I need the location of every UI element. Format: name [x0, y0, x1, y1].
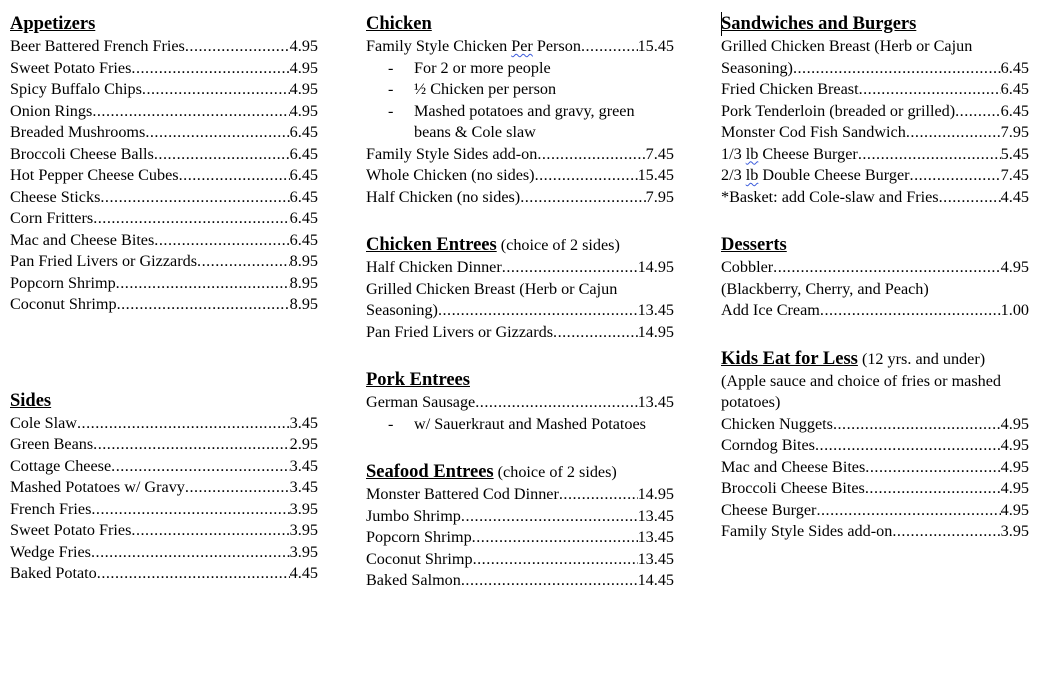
item-price: 6.45 — [289, 209, 318, 227]
seafood-entrees-section — [366, 460, 674, 592]
menu-item — [721, 187, 1029, 209]
leader-dots — [117, 294, 290, 316]
menu-item — [10, 79, 318, 101]
leader-dots — [97, 563, 290, 585]
item-price: 14.45 — [637, 571, 674, 589]
chicken-entrees-section — [366, 233, 674, 343]
item-name: Family Style Sides add-on — [366, 144, 538, 163]
item-name: Sweet Potato Fries — [10, 58, 132, 77]
item-price: 4.95 — [1000, 500, 1029, 519]
sandwiches-heading: Sandwiches and Burgers — [721, 14, 917, 34]
bullet-item: - ½ Chicken per person — [388, 80, 557, 98]
menu-item — [10, 144, 318, 166]
item-name-line: Grilled Chicken Breast (Herb or Cajun — [366, 279, 618, 298]
item-name: Pan Fried Livers or Gizzards — [366, 322, 554, 341]
item-price: 4.95 — [1000, 479, 1029, 497]
leader-dots — [581, 36, 638, 58]
item-name: Coconut Shrimp — [10, 295, 117, 313]
menu-item — [10, 434, 318, 456]
menu-item — [721, 165, 1029, 187]
item-name: Cheese Sticks — [10, 187, 101, 206]
item-name: Corndog Bites — [721, 436, 815, 454]
seafood-entrees-heading: Seafood Entrees (choice of 2 sides) — [366, 462, 617, 482]
item-price: 4.95 — [1000, 258, 1029, 276]
item-price: 4.45 — [1000, 187, 1029, 206]
item-name: Add Ice Cream — [721, 301, 820, 319]
item-name: Wedge Fries — [10, 542, 91, 561]
item-name: Green Beans — [10, 435, 94, 453]
leader-dots — [773, 257, 1001, 279]
item-price: 13.45 — [637, 528, 674, 546]
item-price: 6.45 — [1000, 58, 1029, 77]
menu-item — [366, 549, 674, 571]
item-price: 6.45 — [1000, 101, 1029, 120]
menu-item — [366, 165, 674, 187]
leader-dots — [93, 208, 289, 230]
item-price: 8.95 — [289, 273, 318, 292]
pork-entrees-heading: Pork Entrees — [366, 370, 470, 390]
item-name: Family Style Sides add-on — [721, 522, 893, 540]
item-name: Monster Cod Fish Sandwich — [721, 123, 906, 141]
menu-item — [366, 570, 674, 592]
chicken-heading: Chicken — [366, 14, 432, 34]
item-price: 4.95 — [289, 101, 318, 120]
sides-list — [10, 413, 318, 585]
item-price: 3.95 — [1000, 522, 1029, 540]
item-name: Mac and Cheese Bites — [721, 457, 866, 476]
menu-item — [10, 520, 318, 542]
menu-item — [10, 58, 318, 80]
leader-dots — [111, 456, 290, 478]
menu-item — [366, 322, 674, 344]
item-name: Fried Chicken Breast — [721, 80, 859, 98]
item-name: French Fries — [10, 499, 92, 518]
heading-note: (choice of 2 sides) — [496, 236, 620, 254]
menu-item — [10, 273, 318, 295]
item-price: 5.45 — [1000, 144, 1029, 163]
leader-dots — [537, 144, 645, 166]
item-name: Spicy Buffalo Chips — [10, 80, 142, 98]
item-name: Sweet Potato Fries — [10, 521, 132, 539]
leader-dots — [865, 457, 1000, 479]
leader-dots — [77, 413, 290, 435]
menu-item — [10, 294, 318, 316]
item-name: *Basket: add Cole-slaw and Fries — [721, 187, 939, 206]
item-name: Half Chicken Dinner — [366, 258, 502, 276]
menu-item — [10, 499, 318, 521]
item-price: 3.95 — [289, 521, 318, 539]
menu-item — [721, 144, 1029, 166]
leader-dots — [116, 273, 290, 295]
heading-note: (12 yrs. and under) — [857, 349, 986, 368]
item-price: 14.95 — [637, 322, 674, 341]
sandwiches-list — [721, 79, 1029, 144]
item-name: Whole Chicken (no sides) — [366, 166, 535, 184]
leader-dots — [815, 435, 1001, 457]
leader-dots — [461, 570, 638, 592]
item-price: 4.95 — [1000, 457, 1029, 476]
item-name: Hot Pepper Cheese Cubes — [10, 166, 179, 184]
menu-item — [721, 500, 1029, 522]
leader-dots — [145, 122, 289, 144]
menu-item — [721, 521, 1029, 543]
bullet-item: - For 2 or more people — [388, 58, 551, 77]
menu-item — [366, 257, 674, 279]
item-description: (Blackberry, Cherry, and Peach) — [721, 279, 929, 298]
menu-item — [10, 230, 318, 252]
leader-dots — [520, 187, 645, 209]
menu-column-1 — [10, 12, 318, 610]
bullet-item: - w/ Sauerkraut and Mashed Potatoes — [388, 414, 646, 433]
item-name: Chicken Nuggets — [721, 414, 833, 433]
menu-item — [721, 257, 1029, 279]
desserts-heading: Desserts — [721, 235, 787, 255]
menu-item — [366, 484, 674, 506]
menu-item — [10, 563, 318, 585]
item-name: Cobbler — [721, 258, 774, 276]
pork-entrees-section — [366, 368, 674, 435]
item-name: Broccoli Cheese Balls — [10, 144, 154, 163]
leader-dots — [131, 58, 289, 80]
item-price: 14.95 — [637, 258, 674, 276]
leader-dots — [91, 542, 290, 564]
item-price: 8.95 — [289, 295, 318, 313]
item-name: Popcorn Shrimp — [10, 273, 116, 292]
item-price: 15.45 — [637, 37, 674, 55]
menu-item — [10, 187, 318, 209]
menu-item — [10, 251, 318, 273]
menu-item — [10, 413, 318, 435]
item-price: 4.95 — [1000, 414, 1029, 433]
leader-dots — [179, 165, 290, 187]
item-name: Coconut Shrimp — [366, 549, 473, 568]
leader-dots — [858, 144, 1001, 166]
item-name: Pan Fried Livers or Gizzards — [10, 252, 198, 270]
appetizers-section — [10, 12, 318, 316]
menu-item — [10, 456, 318, 478]
leader-dots — [910, 165, 1001, 187]
leader-dots — [816, 500, 1000, 522]
menu-item — [366, 392, 674, 414]
item-name: 1/3 lb Cheese Burger — [721, 144, 858, 163]
leader-dots — [185, 477, 290, 499]
menu-item — [721, 101, 1029, 123]
item-name: Popcorn Shrimp — [366, 528, 472, 546]
item-name: Family Style Chicken Per Person — [366, 37, 581, 55]
menu-item — [10, 165, 318, 187]
item-price: 3.45 — [289, 456, 318, 475]
item-name: Cole Slaw — [10, 413, 77, 432]
leader-dots — [461, 506, 638, 528]
menu-item — [721, 414, 1029, 436]
item-price: 6.45 — [289, 187, 318, 206]
leader-dots — [820, 300, 1001, 322]
leader-dots — [906, 122, 1001, 144]
desserts-section — [721, 233, 1029, 322]
item-price: 13.45 — [637, 506, 674, 525]
seafood-list — [366, 484, 674, 592]
item-name: Pork Tenderloin (breaded or grilled) — [721, 101, 956, 120]
bullet-item: - Mashed potatoes and gravy, green beans & Cole slaw — [388, 101, 635, 141]
chicken-section — [366, 12, 674, 208]
chicken-entrees-heading: Chicken Entrees (choice of 2 sides) — [366, 235, 620, 255]
item-name: Monster Battered Cod Dinner — [366, 485, 559, 503]
item-price: 13.45 — [637, 301, 674, 319]
menu-item — [10, 36, 318, 58]
item-name: Mashed Potatoes w/ Gravy — [10, 478, 185, 496]
leader-dots — [93, 434, 290, 456]
item-price: 4.45 — [289, 564, 318, 582]
menu-item — [366, 300, 674, 322]
item-name: Baked Potato — [10, 564, 97, 582]
item-price: 3.95 — [289, 542, 318, 561]
leader-dots — [955, 101, 1001, 123]
leader-dots — [197, 251, 290, 273]
sides-section — [10, 389, 318, 585]
item-price: 4.95 — [289, 80, 318, 98]
leader-dots — [559, 484, 638, 506]
menu-item — [721, 435, 1029, 457]
leader-dots — [833, 414, 1001, 436]
leader-dots — [154, 230, 289, 252]
item-name: German Sausage — [366, 393, 476, 411]
leader-dots — [142, 79, 290, 101]
item-name: Onion Rings — [10, 101, 93, 120]
leader-dots — [859, 79, 1001, 101]
leader-dots — [553, 322, 638, 344]
item-price: 7.45 — [1000, 166, 1029, 184]
leader-dots — [131, 520, 289, 542]
leader-dots — [473, 549, 638, 571]
item-name: Baked Salmon — [366, 571, 461, 589]
menu-column-3 — [721, 12, 1029, 568]
item-price: 14.95 — [637, 485, 674, 503]
menu-item — [366, 527, 674, 549]
item-price: 2.95 — [289, 435, 318, 453]
menu-item — [721, 457, 1029, 479]
item-price: 3.45 — [289, 413, 318, 432]
menu-item — [10, 542, 318, 564]
menu-item — [10, 477, 318, 499]
item-price: 6.45 — [1000, 80, 1029, 98]
item-name: Mac and Cheese Bites — [10, 230, 155, 249]
leader-dots — [185, 36, 290, 58]
kids-description: (Apple sauce and choice of fries or mashed potatoes) — [721, 371, 1002, 411]
sides-heading: Sides — [10, 390, 52, 411]
item-price: 4.95 — [289, 58, 318, 77]
menu-item — [721, 58, 1029, 80]
kids-heading: Kids Eat for Less (12 yrs. and under) — [721, 348, 986, 369]
item-price: 1.00 — [1000, 301, 1029, 319]
menu-item — [366, 144, 674, 166]
leader-dots — [892, 521, 1000, 543]
item-name: Broccoli Cheese Bites — [721, 479, 865, 497]
item-price: 3.45 — [289, 478, 318, 496]
leader-dots — [939, 187, 1001, 209]
menu-item — [721, 122, 1029, 144]
item-price: 13.45 — [637, 393, 674, 411]
item-name: Half Chicken (no sides) — [366, 187, 521, 206]
item-name: Jumbo Shrimp — [366, 506, 461, 525]
sandwiches-section — [721, 12, 1029, 208]
item-price: 4.95 — [289, 37, 318, 55]
leader-dots — [502, 257, 638, 279]
item-name: Seasoning) — [366, 301, 438, 319]
item-name-line: Grilled Chicken Breast (Herb or Cajun — [721, 37, 973, 55]
item-name: Cottage Cheese — [10, 456, 112, 475]
leader-dots — [535, 165, 638, 187]
leader-dots — [475, 392, 637, 414]
item-name: Seasoning) — [721, 58, 793, 77]
menu-item — [10, 208, 318, 230]
menu-column-2 — [366, 12, 674, 617]
item-price: 4.95 — [1000, 436, 1029, 454]
item-name: Corn Fritters — [10, 209, 94, 227]
heading-note: (choice of 2 sides) — [493, 463, 617, 481]
item-price: 7.95 — [1000, 123, 1029, 141]
item-name: Breaded Mushrooms — [10, 123, 146, 141]
leader-dots — [472, 527, 638, 549]
kids-list — [721, 414, 1029, 543]
menu-item — [721, 478, 1029, 500]
appetizers-heading: Appetizers — [10, 14, 96, 34]
menu-item — [10, 122, 318, 144]
item-name: Beer Battered French Fries — [10, 37, 185, 55]
item-name: 2/3 lb Double Cheese Burger — [721, 166, 910, 184]
item-price: 8.95 — [289, 252, 318, 270]
leader-dots — [865, 478, 1001, 500]
leader-dots — [91, 499, 289, 521]
leader-dots — [92, 101, 289, 123]
leader-dots — [154, 144, 290, 166]
menu-item — [721, 79, 1029, 101]
menu-item — [10, 101, 318, 123]
item-price: 7.95 — [645, 187, 674, 206]
item-price: 3.95 — [289, 499, 318, 518]
kids-section — [721, 347, 1029, 543]
item-price: 15.45 — [637, 166, 674, 184]
chicken-list — [366, 144, 674, 209]
leader-dots — [438, 300, 638, 322]
item-price: 6.45 — [289, 144, 318, 163]
menu-item — [366, 187, 674, 209]
item-price: 6.45 — [289, 230, 318, 249]
item-price: 7.45 — [645, 144, 674, 163]
menu-item — [366, 36, 674, 58]
leader-dots — [100, 187, 289, 209]
item-price: 6.45 — [289, 123, 318, 141]
item-price: 6.45 — [289, 166, 318, 184]
appetizers-list — [10, 36, 318, 316]
menu-item — [721, 300, 1029, 322]
item-name: Cheese Burger — [721, 500, 817, 519]
leader-dots — [793, 58, 1001, 80]
menu-item — [366, 506, 674, 528]
item-price: 13.45 — [637, 549, 674, 568]
